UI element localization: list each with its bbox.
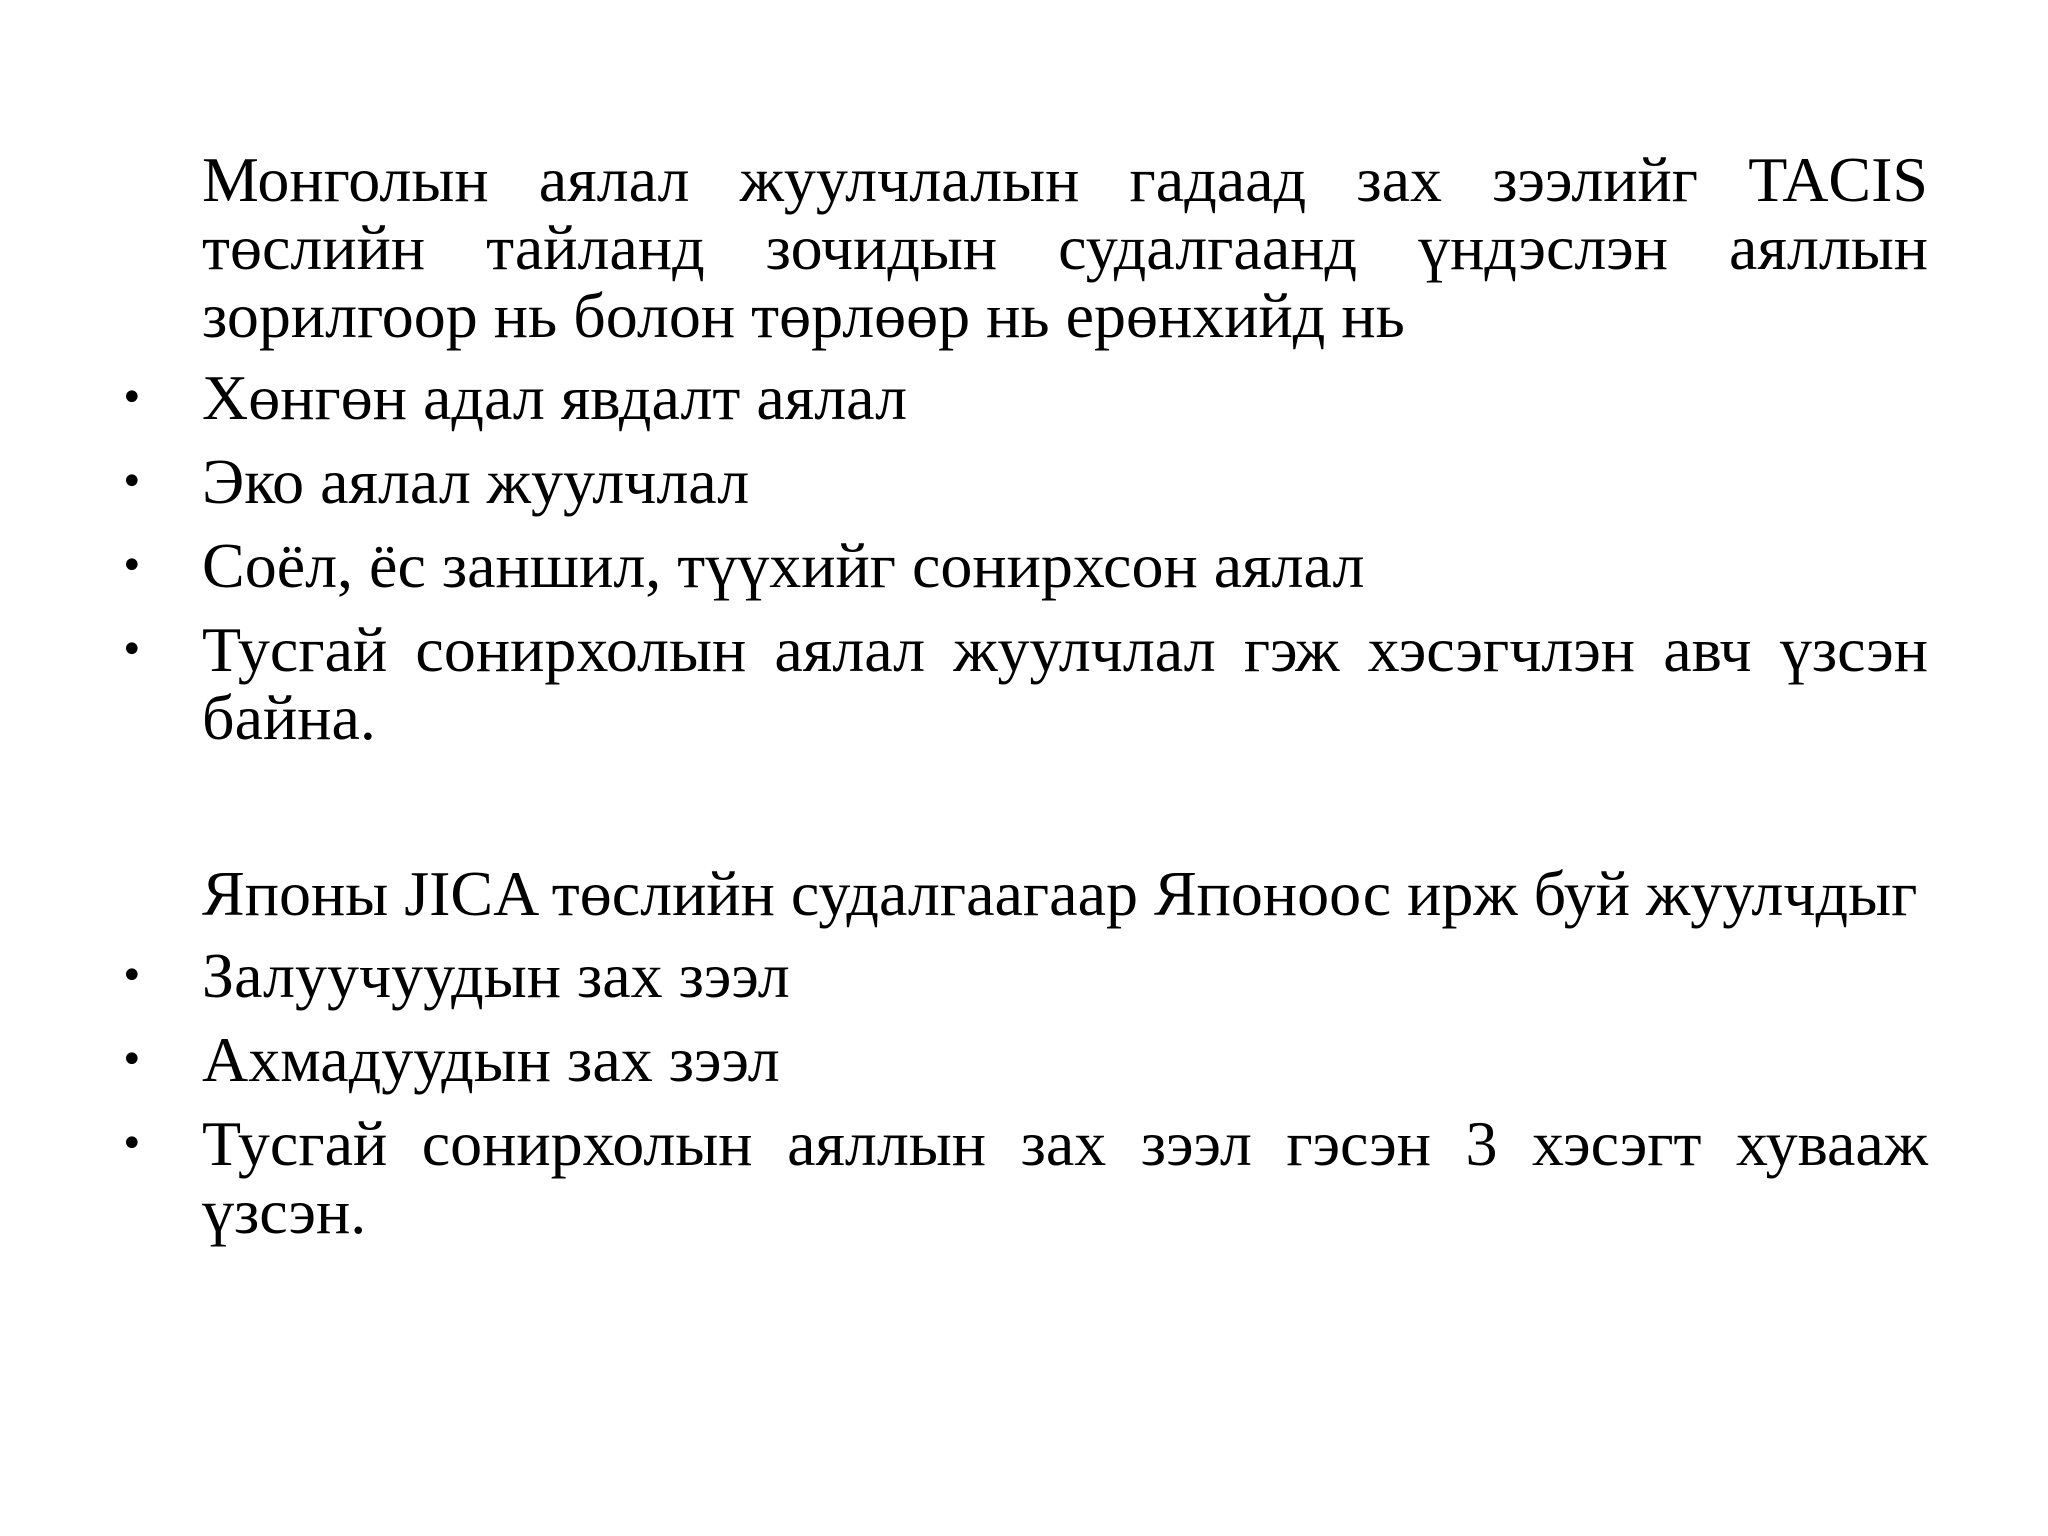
intro-paragraph-jica: Японы JICA төслийн судалгаагаар Японоос ирж буй жуулчдыг [202,858,1918,929]
bullet-icon: • [120,1121,144,1167]
list-item-text: Хөнгөн адал явдалт аялал [202,362,908,433]
intro-paragraph-tacis: Монголын аялал жуулчлалын гадаад зах зээлийг TACIS төслийн тайланд зочидын судалгаанд үндэслэн аяллын зорилгоор нь болон төрлөөр нь ерөнхийд нь [202,144,1928,351]
list-item [120,1110,1928,1246]
section-spacer [120,768,1928,860]
bullet-icon: • [120,459,144,505]
list-item-text: Соёл, ёс заншил, түүхийг сонирхсон аялал [202,530,1365,601]
list-item [120,532,1928,600]
list-item-text: Залуучуудын зах зээл [202,940,790,1011]
bullet-icon: • [120,627,144,673]
list-item [120,1026,1928,1094]
list-item [120,942,1928,1010]
list-item-text: Эко аялал жуулчлал [202,446,750,517]
list-item [120,616,1928,752]
list-item [120,364,1928,432]
bullet-icon: • [120,375,144,421]
bullet-icon: • [120,543,144,589]
list-item-text: Тусгай сонирхолын аялал жуулчлал гэж хэсэгчлэн авч үзсэн байна. [202,614,1928,753]
list-item-text: Ахмадуудын зах зээл [202,1024,780,1095]
list-item [120,448,1928,516]
slide-body [120,146,1928,1262]
bullet-icon: • [120,1037,144,1083]
list-item-text: Тусгай сонирхолын аяллын зах зээл гэсэн 3 хэсэгт хуваaж үзсэн. [202,1108,1928,1247]
bullet-icon: • [120,953,144,999]
